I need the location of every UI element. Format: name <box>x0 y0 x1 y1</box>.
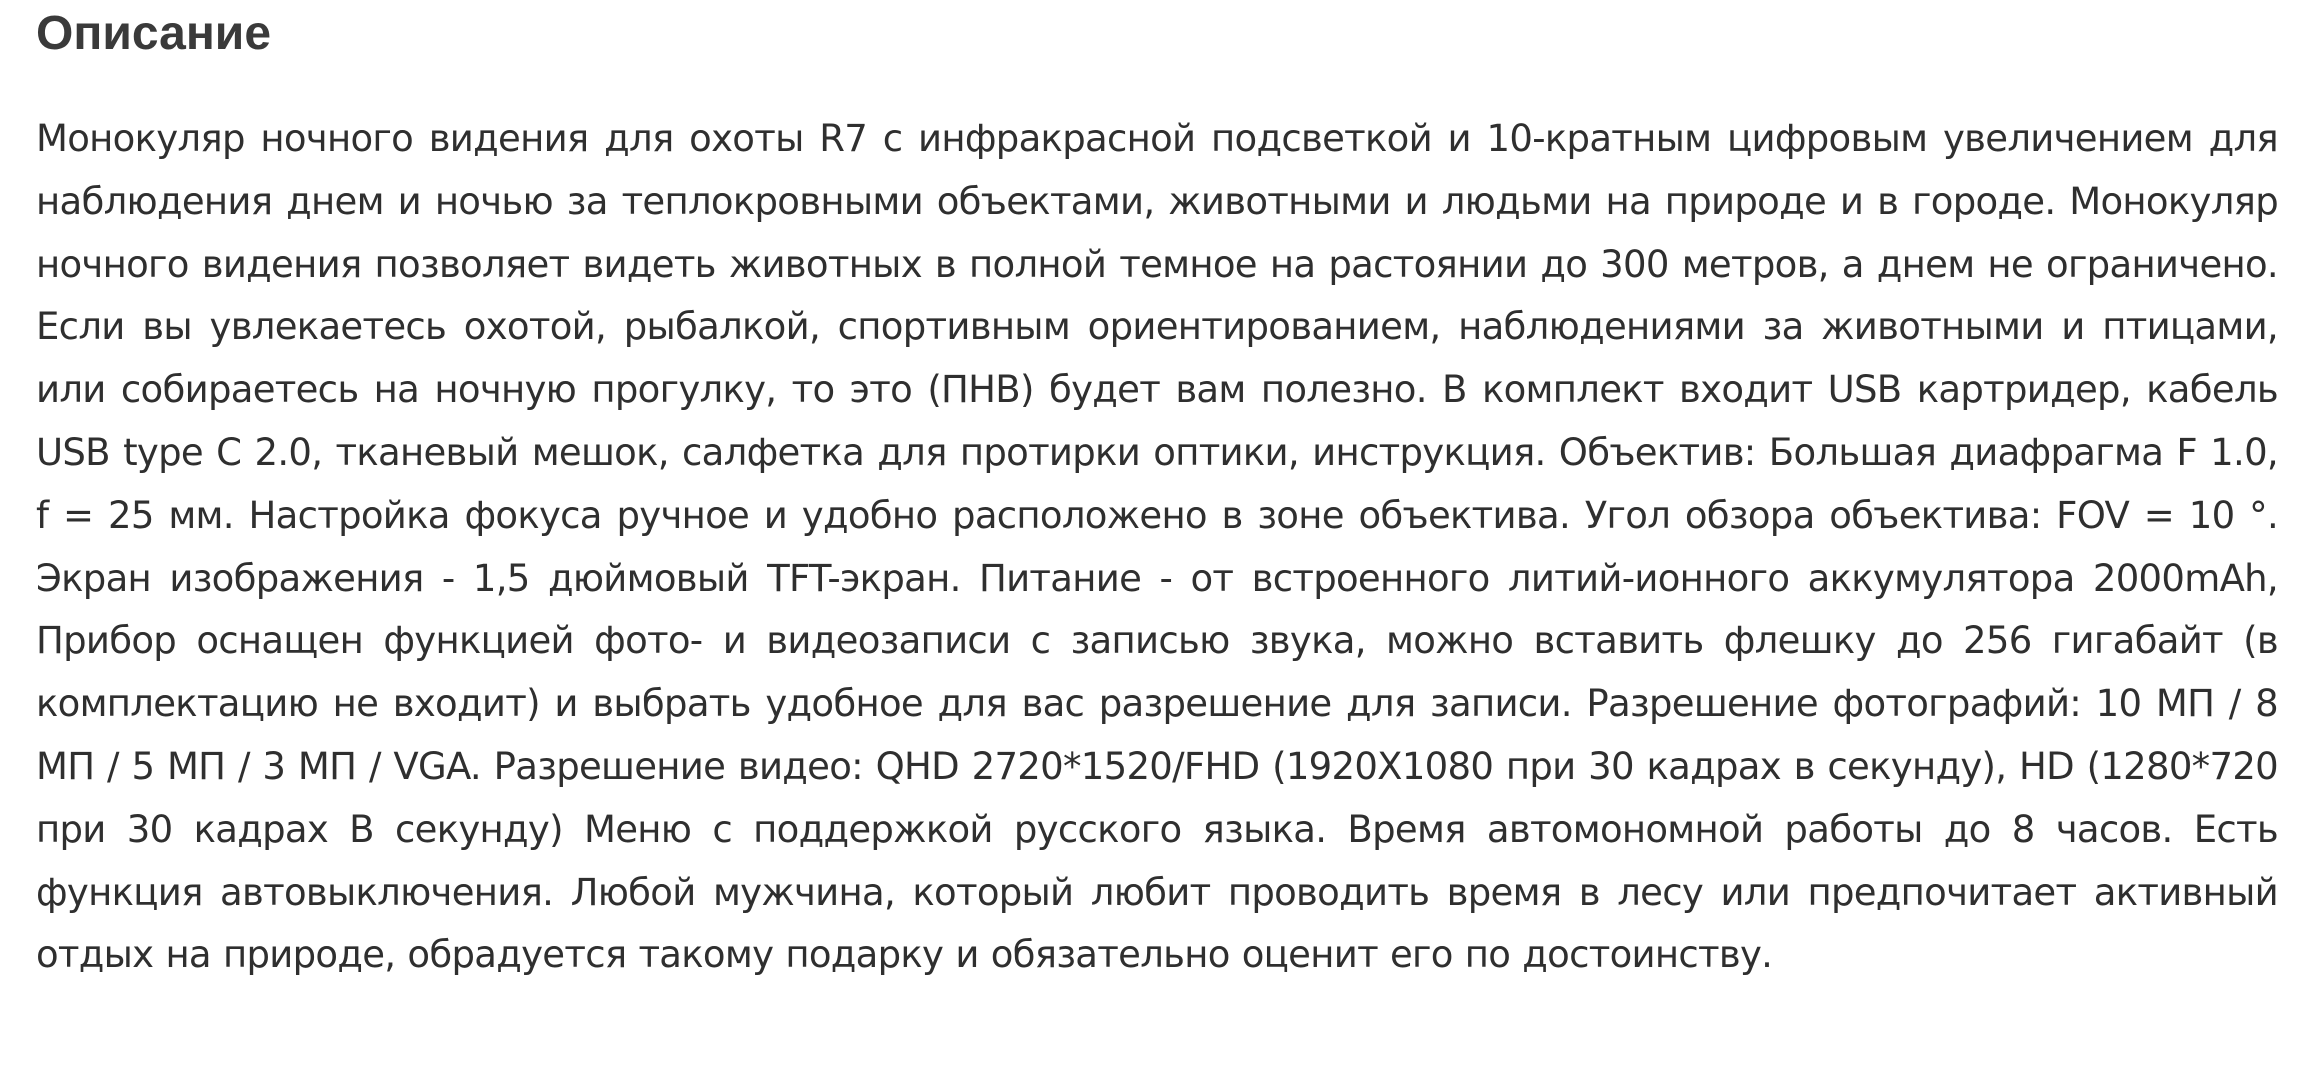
description-heading: Описание <box>36 7 272 60</box>
description-section <box>36 0 2278 987</box>
description-text: Монокуляр ночного видения для охоты R7 с инфракрасной подсветкой и 10-кратным цифровым увеличением для наблюдения днем и ночью за теплокровными объектами, животными и людьми на природе и в городе. Монокуляр ночного видения позволяет видеть животных в полной темное на растоянии до 300 метров, а днем не ограничено. Если вы увлекаетесь охотой, рыбалкой, спортивным ориентированием, наблюдениями за животными и птицами, или собираетесь на ночную прогулку, то это (ПНВ) будет вам полезно. В комплект входит USB картридер, кабель USB type C 2.0, тканевый мешок, салфетка для протирки оптики, инструкция. Объектив: Большая диафрагма F 1.0, f = 25 мм. Настройка фокуса ручное и удобно расположено в зоне объектива. Угол обзора объектива: FOV = 10 °. Экран изображения - 1,5 дюймовый TFT-экран. Питание - от встроенного литий-ионного аккумулятора 2000mAh, Прибор оснащен функцией фото- и видеозаписи с записью звука, можно вставить флешку до 256 гигабайт (в комплектацию не входит) и выбрать удобное для вас разрешение для записи. Разрешение фотографий: 10 МП / 8 МП / 5 МП / 3 МП / VGA. Разрешение видео: QHD 2720*1520/FHD (1920X1080 при 30 кадрах в секунду), HD (1280*720 при 30 кадрах В секунду) Меню с поддержкой русского языка. Время автомономной работы до 8 часов. Есть функция автовыключения. Любой мужчина, который любит проводить время в лесу или предпочитает активный отдых на природе, обрадуется такому подарку и обязательно оценит его по достоинству. <box>36 117 2278 977</box>
